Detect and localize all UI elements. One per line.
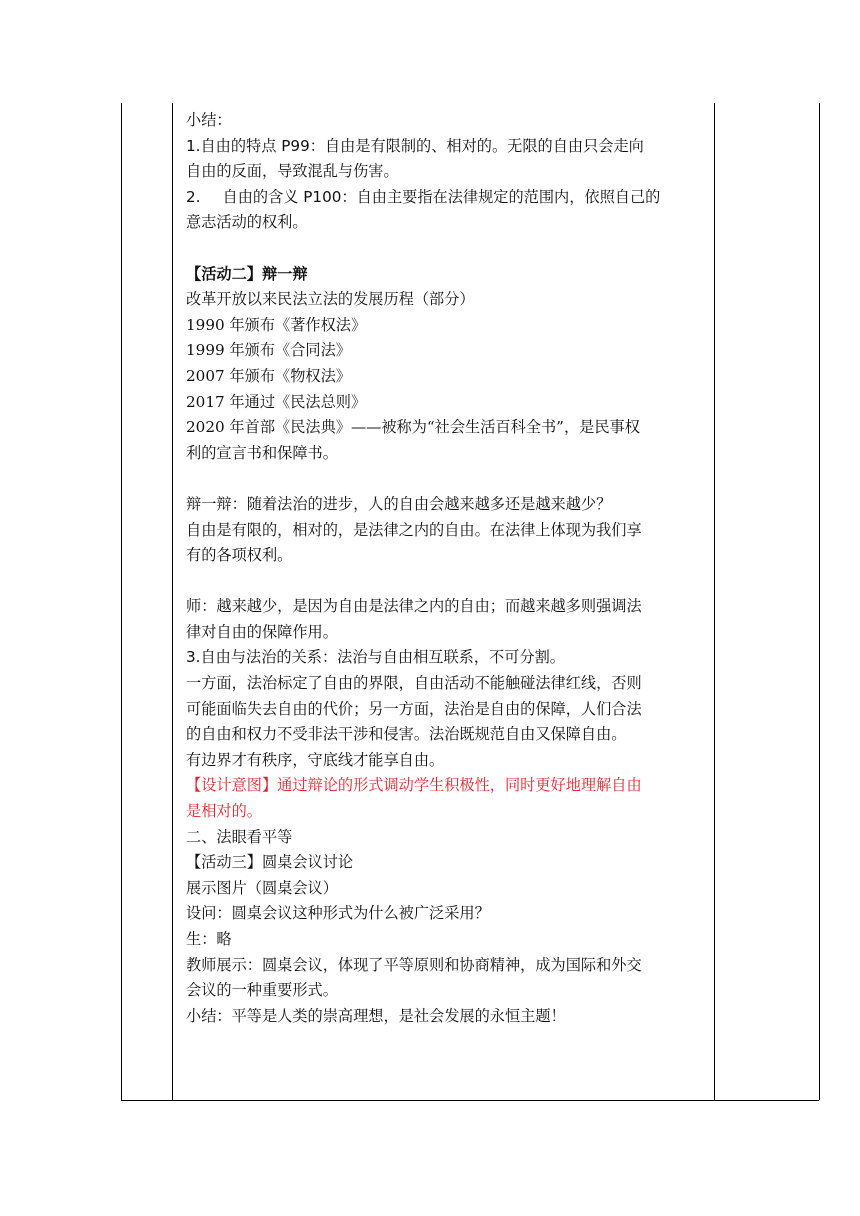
point2-line-a [186, 185, 710, 211]
teacher-show-line-b: 会议的一种重要形式。 [186, 981, 338, 1000]
section2-heading: 二、法眼看平等 [186, 827, 293, 846]
history-title: 改革开放以来民法立法的发展历程（部分） [186, 290, 475, 309]
boundary-line: 有边界才有秩序，守底线才能享自由。 [186, 750, 445, 769]
table-column-divider-1 [172, 103, 173, 1100]
law-2020-line-b: 利的宣言书和保障书。 [186, 443, 338, 462]
teacher-answer-line-a: 师：越来越少，是因为自由是法律之内的自由；而越来越多则强调法 [186, 597, 642, 616]
table-column-divider-2 [714, 103, 715, 1100]
table-border-bottom [121, 1100, 819, 1101]
point3: 3.自由与法治的关系：法治与自由相互联系，不可分割。 [186, 648, 565, 667]
explanation-line-c: 的自由和权力不受非法干涉和侵害。法治既规范自由又保障自由。 [186, 725, 627, 744]
activity3-title: 【活动三】圆桌会议讨论 [186, 853, 354, 872]
point1-line-a: 1.自由的特点 P99：自由是有限制的、相对的。无限的自由只会走向 [186, 136, 644, 155]
student-line: 生：略 [186, 930, 232, 948]
activity2-title: 【活动二】辩一辩 [186, 264, 308, 283]
teacher-show-line-a: 教师展示：圆桌会议，体现了平等原则和协商精神，成为国际和外交 [186, 955, 642, 974]
summary-title: 小结： [186, 111, 232, 129]
point2-number: 2. [186, 187, 201, 206]
law-1999: 1999 年颁布《合同法》 [186, 341, 351, 360]
debate-question: 辩一辩：随着法治的进步，人的自由会越来越多还是越来越少？ [186, 494, 612, 513]
show-picture-line: 展示图片（圆桌会议） [186, 878, 338, 897]
point2-text: 自由的含义 P100：自由主要指在法律规定的范围内，依照自己的 [222, 187, 661, 206]
point2-line-b: 意志活动的权利。 [186, 213, 308, 232]
law-2020-line-a: 2020 年首部《民法典》——被称为“社会生活百科全书”，是民事权 [186, 418, 640, 437]
table-border-left [121, 103, 122, 1100]
design-intent-line-a: 【设计意图】通过辩论的形式调动学生积极性，同时更好地理解自由 [186, 776, 642, 795]
law-2017: 2017 年通过《民法总则》 [186, 392, 367, 411]
lesson-content-cell [186, 108, 710, 1029]
law-1990: 1990 年颁布《著作权法》 [186, 315, 367, 334]
debate-answer-line-b: 有的各项权利。 [186, 546, 293, 565]
explanation-line-b: 可能面临失去自由的代价；另一方面，法治是自由的保障，人们合法 [186, 699, 642, 718]
question-line: 设问：圆桌会议这种形式为什么被广泛采用？ [186, 904, 490, 923]
design-intent-line-b: 是相对的。 [186, 802, 262, 821]
explanation-line-a: 一方面，法治标定了自由的界限，自由活动不能触碰法律红线，否则 [186, 674, 642, 693]
law-2007: 2007 年颁布《物权法》 [186, 366, 351, 385]
teacher-answer-line-b: 律对自由的保障作用。 [186, 622, 338, 641]
table-border-right [819, 103, 820, 1100]
summary2-line: 小结：平等是人类的崇高理想，是社会发展的永恒主题！ [186, 1006, 566, 1025]
point1-line-b: 自由的反面，导致混乱与伤害。 [186, 162, 399, 181]
debate-answer-line-a: 自由是有限的，相对的，是法律之内的自由。在法律上体现为我们享 [186, 520, 642, 539]
